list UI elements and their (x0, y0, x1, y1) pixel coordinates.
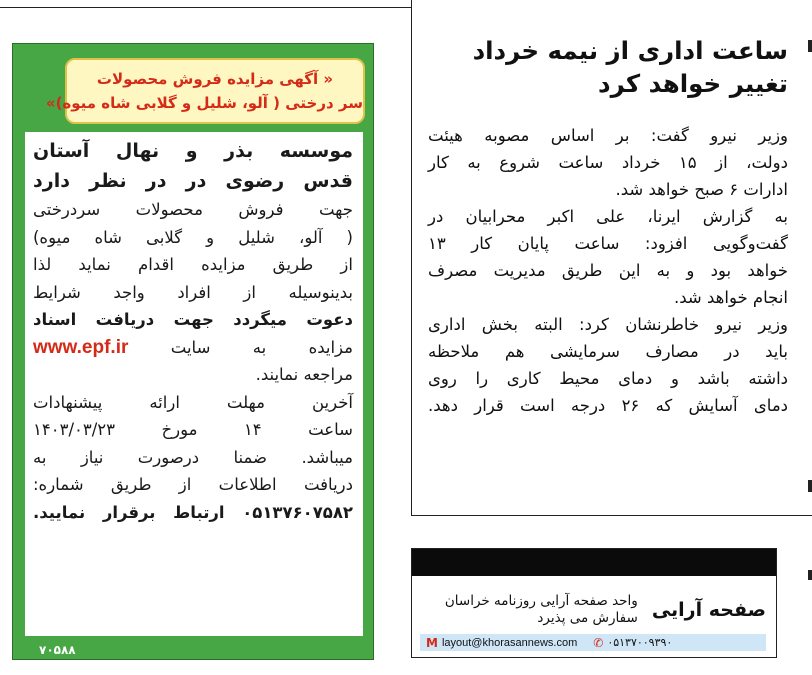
ad-line: آخرین مهلت ارائه پیشنهادات (33, 392, 353, 412)
body-line: دمای آسایش که ۲۶ درجه است قرار دهد. (428, 396, 788, 415)
ad-line: موسسه بذر و نهال آستان (33, 140, 353, 162)
body-line: باید در مصارف سرمایشی هم ملاحظه (428, 342, 788, 361)
website-link[interactable]: www.epf.ir (33, 336, 129, 358)
ad-banner (45, 58, 365, 124)
ad-line: مراجعه نمایند. (255, 365, 353, 384)
ad-line: بدینوسیله از افراد واجد شرایط (33, 282, 353, 302)
ad-line: دریافت اطلاعات از طریق شماره: (33, 475, 353, 494)
promo-phone[interactable]: ۰۵۱۳۷۰۰۹۳۹۰ (607, 636, 673, 649)
ad-banner-line: « آگهی مزایده فروش محصولات (96, 70, 334, 88)
promo-title: صفحه آرایی (651, 599, 766, 621)
ad-line: میباشد. ضمنا درصورت نیاز به (33, 447, 353, 467)
ad-line: جهت فروش محصولات سردرختی (33, 200, 353, 219)
promo-email[interactable]: layout@khorasannews.com (441, 636, 578, 649)
body-line: وزیر نیرو خاطرنشان کرد: البته بخش اداری (428, 315, 788, 334)
top-rule (0, 7, 411, 8)
headline-line: تغییر خواهد کرد (598, 69, 788, 98)
ad-line: مزایده به سایت (170, 337, 353, 357)
body-line: دولت، از ۱۵ خرداد ساعت شروع به کار (428, 153, 788, 172)
promo-header-bar (412, 549, 776, 576)
auction-advertisement (12, 43, 374, 660)
body-line: داشته باشد و دمای محیط کاری را روی (428, 369, 788, 388)
edge-mark (808, 40, 812, 52)
ad-code: ۷۰۵۸۸ (39, 643, 76, 657)
ad-line: قدس رضوی در در نظر دارد (33, 170, 353, 192)
article-bottom-rule (411, 515, 812, 516)
body-line: وزیر نیرو گفت: بر اساس مصوبه هیئت (428, 126, 788, 145)
ad-line: ۰۵۱۳۷۶۰۷۵۸۲ ارتباط برقرار نمایید. (33, 502, 353, 522)
body-line: خواهد بود و به این طریق مدیریت مصرف (428, 261, 788, 280)
body-line: ادارات ۶ صبح خواهد شد. (615, 180, 788, 199)
layout-service-promo (411, 548, 777, 658)
article-body (428, 122, 788, 419)
edge-mark (808, 480, 812, 492)
news-article (428, 34, 788, 419)
ad-line: ( آلو، شلیل و گلابی شاه میوه) (33, 227, 353, 247)
column-divider (411, 0, 412, 516)
ad-line-with-url (33, 334, 353, 362)
promo-description (445, 593, 638, 627)
ad-line: دعوت میگردد جهت دریافت اسناد (33, 310, 353, 329)
ad-line: از طریق مزایده اقدام نماید لذا (33, 255, 353, 274)
promo-desc-line: سفارش می پذیرد (537, 610, 638, 626)
mail-icon: M (426, 635, 438, 650)
body-line: به گزارش ایرنا، علی اکبر محرابیان در (428, 207, 788, 226)
promo-contact-bar (420, 634, 766, 651)
edge-mark (808, 570, 812, 580)
ad-line: ساعت ۱۴ مورخ ۱۴۰۳/۰۳/۲۳ (33, 420, 353, 439)
promo-desc-line: واحد صفحه آرایی روزنامه خراسان (444, 593, 638, 609)
ad-body (25, 132, 363, 636)
body-line: گفت‌وگویی افزود: ساعت پایان کار ۱۳ (428, 234, 788, 253)
headline-line: ساعت اداری از نیمه خرداد (472, 36, 788, 65)
body-line: انجام خواهد شد. (674, 288, 788, 307)
promo-main (420, 585, 766, 635)
phone-icon: ✆ (593, 635, 604, 650)
ad-banner-line: سر درختی ( آلو، شلیل و گلابی شاه میوه)» (45, 94, 363, 112)
article-headline (428, 34, 788, 100)
